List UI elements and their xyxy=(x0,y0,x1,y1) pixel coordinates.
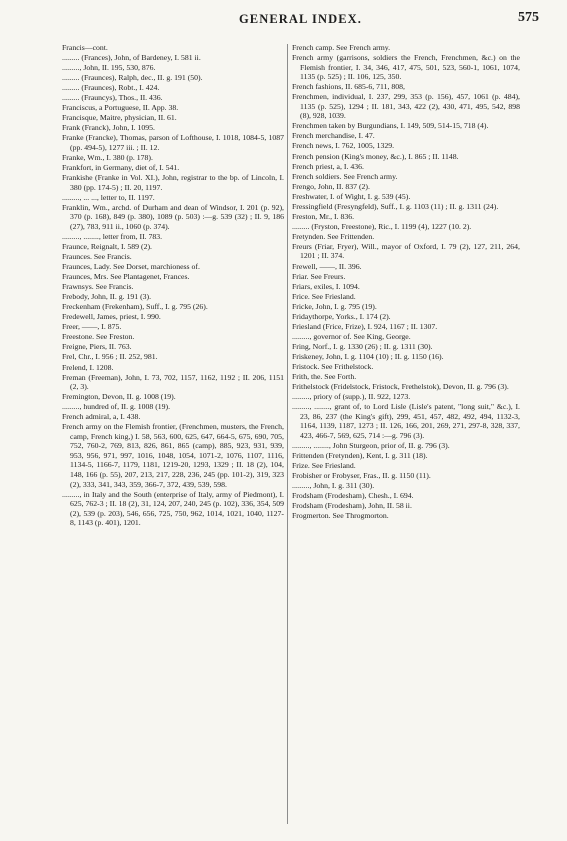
index-entry: French news, I. 762, 1005, 1329. xyxy=(292,141,395,151)
index-entry: Frel, Chr., I. 956 ; II. 252, 981. xyxy=(62,352,158,362)
index-entry: French priest, a, I. 436. xyxy=(292,161,364,171)
index-entry: Frobisher or Frobyser, Fras., II. g. 1150 (11). xyxy=(292,471,431,481)
index-entry: Fremington, Devon, II. g. 1008 (19). xyxy=(62,392,176,402)
index-entry: ......... (Fryston, Freestone), Ric., I. 1199 (4), 1227 (10. 2). xyxy=(292,221,472,231)
index-entry: ........., John, I. g. 311 (30). xyxy=(292,481,375,491)
index-entry: ........., John, II. 195, 530, 876. xyxy=(62,63,156,73)
index-entry: ......... (Fraunces), Robt., I. 424. xyxy=(62,83,160,93)
index-entry: Freshwater, I. of Wight, I. g. 539 (45). xyxy=(292,191,411,201)
index-entry: Freigne, Piers, II. 763. xyxy=(62,342,132,352)
right-column xyxy=(292,43,520,521)
index-entry: Frittenden (Fretynden), Kent, I. g. 311 (18). xyxy=(292,450,428,460)
page-number: 575 xyxy=(518,10,539,25)
index-entry: Freestone. See Freston. xyxy=(62,332,135,342)
index-entry: Freckenham (Frekenham), Suff., I. g. 795 (26). xyxy=(62,302,208,312)
page-header xyxy=(62,10,539,30)
index-entry: ........., hundred of, II. g. 1008 (19). xyxy=(62,402,171,412)
index-entry: Frodsham (Frodesham), John, II. 58 ii. xyxy=(292,501,412,511)
index-entry: Fricke, John, I. g. 795 (19). xyxy=(292,301,377,311)
index-entry: Frewell, ——, II. 396. xyxy=(292,261,362,271)
index-entry: Fridaythorpe, Yorks., I. 174 (2). xyxy=(292,311,391,321)
index-entry: French merchandise, I. 47. xyxy=(292,131,375,141)
index-entry: Freman (Freeman), John, I. 73, 702, 1157, 1162, 1192 ; II. 206, 1151 (2, 3). xyxy=(62,372,284,392)
index-entry: ........., governor of. See King, George. xyxy=(292,331,411,341)
index-entry: Fressingfield (Fresyngfeld), Suff., I. g. 1103 (11) ; II. g. 1311 (24). xyxy=(292,201,499,211)
index-entry: Frankfort, in Germany, diet of, I. 541. xyxy=(62,163,180,173)
index-entry: Frize. See Friesland. xyxy=(292,460,356,470)
index-entry: Freurs (Friar, Fryer), Will., mayor of Oxford, I. 79 (2), 127, 211, 264, 1201 ; II. 374. xyxy=(292,241,520,261)
index-entry: Friar. See Freurs. xyxy=(292,271,346,281)
index-entry: French fashions, II. 685-6, 711, 808, xyxy=(292,82,405,92)
index-entry: French camp. See French army. xyxy=(292,43,391,52)
index-entry: Frodsham (Frodesham), Chesh., I. 694. xyxy=(292,491,414,501)
index-entry: Frebody, John, II. g. 191 (3). xyxy=(62,292,152,302)
index-entry: Frithelstock (Fridelstock, Fristock, Frethelstok), Devon, II. g. 796 (3). xyxy=(292,382,509,392)
index-entry: Frelend, I. 1208. xyxy=(62,362,114,372)
index-entry: Frogmerton. See Throgmorton. xyxy=(292,511,389,521)
index-entry: Friars, exiles, I. 1094. xyxy=(292,281,360,291)
index-entry: Fretynden. See Frittenden. xyxy=(292,231,375,241)
index-entry: Friesland (Frice, Frize), I. 924, 1167 ; II. 1307. xyxy=(292,321,438,331)
running-head: GENERAL INDEX. xyxy=(238,12,363,26)
index-entry: Fraunce, Reignalt, I. 589 (2). xyxy=(62,241,152,251)
index-entry: French soldiers. See French army. xyxy=(292,171,398,181)
index-entry: Franke (Francke), Thomas, parson of Lofthouse, I. 1018, 1084-5, 1087 (pp. 494-5), 1277 iii. ; II. 12. xyxy=(62,133,284,152)
index-entry: Frenchmen taken by Burgundians, I. 149, 509, 514-15, 718 (4). xyxy=(292,121,489,131)
index-entry: Friskeney, John, I. g. 1104 (10) ; II. g. 1150 (16). xyxy=(292,351,444,361)
index-entry: ......... (Frances), John, of Bardeney, I. 581 ii. xyxy=(62,53,201,63)
index-entry: Frith, the. See Forth. xyxy=(292,372,357,382)
index-entry: ........., ........, letter from, II. 783. xyxy=(62,231,163,241)
index-entry: Francisque, Maitre, physician, II. 61. xyxy=(62,113,177,123)
index-entry: ......... (Frauncys), Thos., II. 436. xyxy=(62,93,163,103)
index-entry: Fraunces, Mrs. See Plantagenet, Frances. xyxy=(62,272,190,282)
index-entry: Frawnsys. See Francis. xyxy=(62,282,134,292)
column-divider xyxy=(287,44,288,824)
index-entry: French army on the Flemish frontier, (Frenchmen, musters, the French, camp, French king,) I. 58, 563, 600, 625, 647, 664-5, 675, 690, 705, 752, 760-2, 769, 813, 826, 861, 865 (camp), 885, 923, 931, 939, 953, 956, 971, 997, 1016, 1048, 1054, 1071-2, 1076, 1107, 1116, 1134-5, 1166-7, 1179, 1181, 1219-20, 1293, 1329 ; II. 18 (2), 104, 148, 166 (p. 55), 207, 213, 217, 228, 236, 245 (pp. 101-2), 319, 323 (2), 333, 341, 343, 359, 366-7, 372, 439, 539, 598. xyxy=(62,422,284,489)
index-entry: Franklin, Wm., archd. of Durham and dean of Windsor, I. 201 (p. 92), 370 (p. 168), 849 (p. 380), 1089 (p. 503) :—g. 539 (32) ; II. 9, 186 (27), 783, 911 ii., 1060 (p. 374). xyxy=(62,202,284,231)
index-entry: Franciscus, a Portuguese, II. App. 38. xyxy=(62,103,179,113)
index-entry: Fraunces. See Francis. xyxy=(62,251,132,261)
index-entry: Frenchmen, individual, I. 237, 299, 353 (p. 156), 457, 1061 (p. 484), 1135 (p. 525), 1294 ; II. 181, 343, 422 (2), 430, 471, 495, 542, 898 (8), 928, 1039. xyxy=(292,92,520,121)
index-entry: ........., ........, John Sturgeon, prior of, II. g. 796 (3). xyxy=(292,440,450,450)
index-entry: Fristock. See Frithelstock. xyxy=(292,362,374,371)
index-entry: Franke, Wm., I. 380 (p. 178). xyxy=(62,153,153,163)
index-entry: Fring, Norf., I. g. 1330 (26) ; II. g. 1311 (30). xyxy=(292,341,433,351)
index-entry: Frengo, John, II. 837 (2). xyxy=(292,181,370,191)
left-column xyxy=(62,43,284,528)
index-entry: Fredewell, James, priest, I. 990. xyxy=(62,312,161,322)
index-entry: Francis—cont. xyxy=(62,43,108,52)
index-entry: ........., ........, grant of, to Lord Lisle (Lisle's patent, "long suit," &c.), I. 23, 86, 237 (the King's gift), 299, 451, 457, 482, 492, 494, 1132-3, 1164, 1139, 1187, 1273 ; II. 126, 166, 201, 269, 271, 297-8, 328, 337, 423, 466-7, 569, 625, 714 :—g. 796 (3). xyxy=(292,402,520,440)
index-entry: Frank (Franck), John, I. 1095. xyxy=(62,123,155,133)
index-entry: French army (garrisons, soldiers the French, Frenchmen, &c.) on the Flemish frontier, I. 34, 346, 417, 475, 501, 523, 560-1, 1061, 1074, 1135 (p. 525) ; II. 106, 125, 350. xyxy=(292,53,520,82)
index-entry: Frankishe (Franke in Vol. XI.), John, registrar to the bp. of Lincoln, I. 380 (pp. 174-5) ; II. 20, 1197. xyxy=(62,173,284,192)
index-entry: ......... (Fraunces), Ralph, dec., II. g. 191 (50). xyxy=(62,73,203,83)
index-entry: ........., in Italy and the South (enterprise of Italy, army of Piedmont), I. 625, 762-3 ; II. 18 (2), 31, 124, 207, 240, 245 (p. 102), 336, 354, 509 (2), 539 (p. 203), 546, 656, 725, 750, 962, 1014, 1021, 1040, 1127-8, 1143 (p. 401), 1201. xyxy=(62,489,284,528)
index-entry: French admiral, a, I. 438. xyxy=(62,412,141,422)
index-entry: French pension (King's money, &c.), I. 865 ; II. 1148. xyxy=(292,151,459,161)
index-entry: ........., priory of (supp.), II. 922, 1273. xyxy=(292,392,411,402)
index-entry: Freer, ——, I. 875. xyxy=(62,322,122,332)
index-entry: Freston, Mr., I. 836. xyxy=(292,211,354,221)
index-entry: Frice. See Friesland. xyxy=(292,291,356,301)
index-entry: ........., ... ..., letter to, II. 1197. xyxy=(62,192,155,202)
index-entry: Fraunces, Lady. See Dorset, marchioness of. xyxy=(62,262,200,272)
